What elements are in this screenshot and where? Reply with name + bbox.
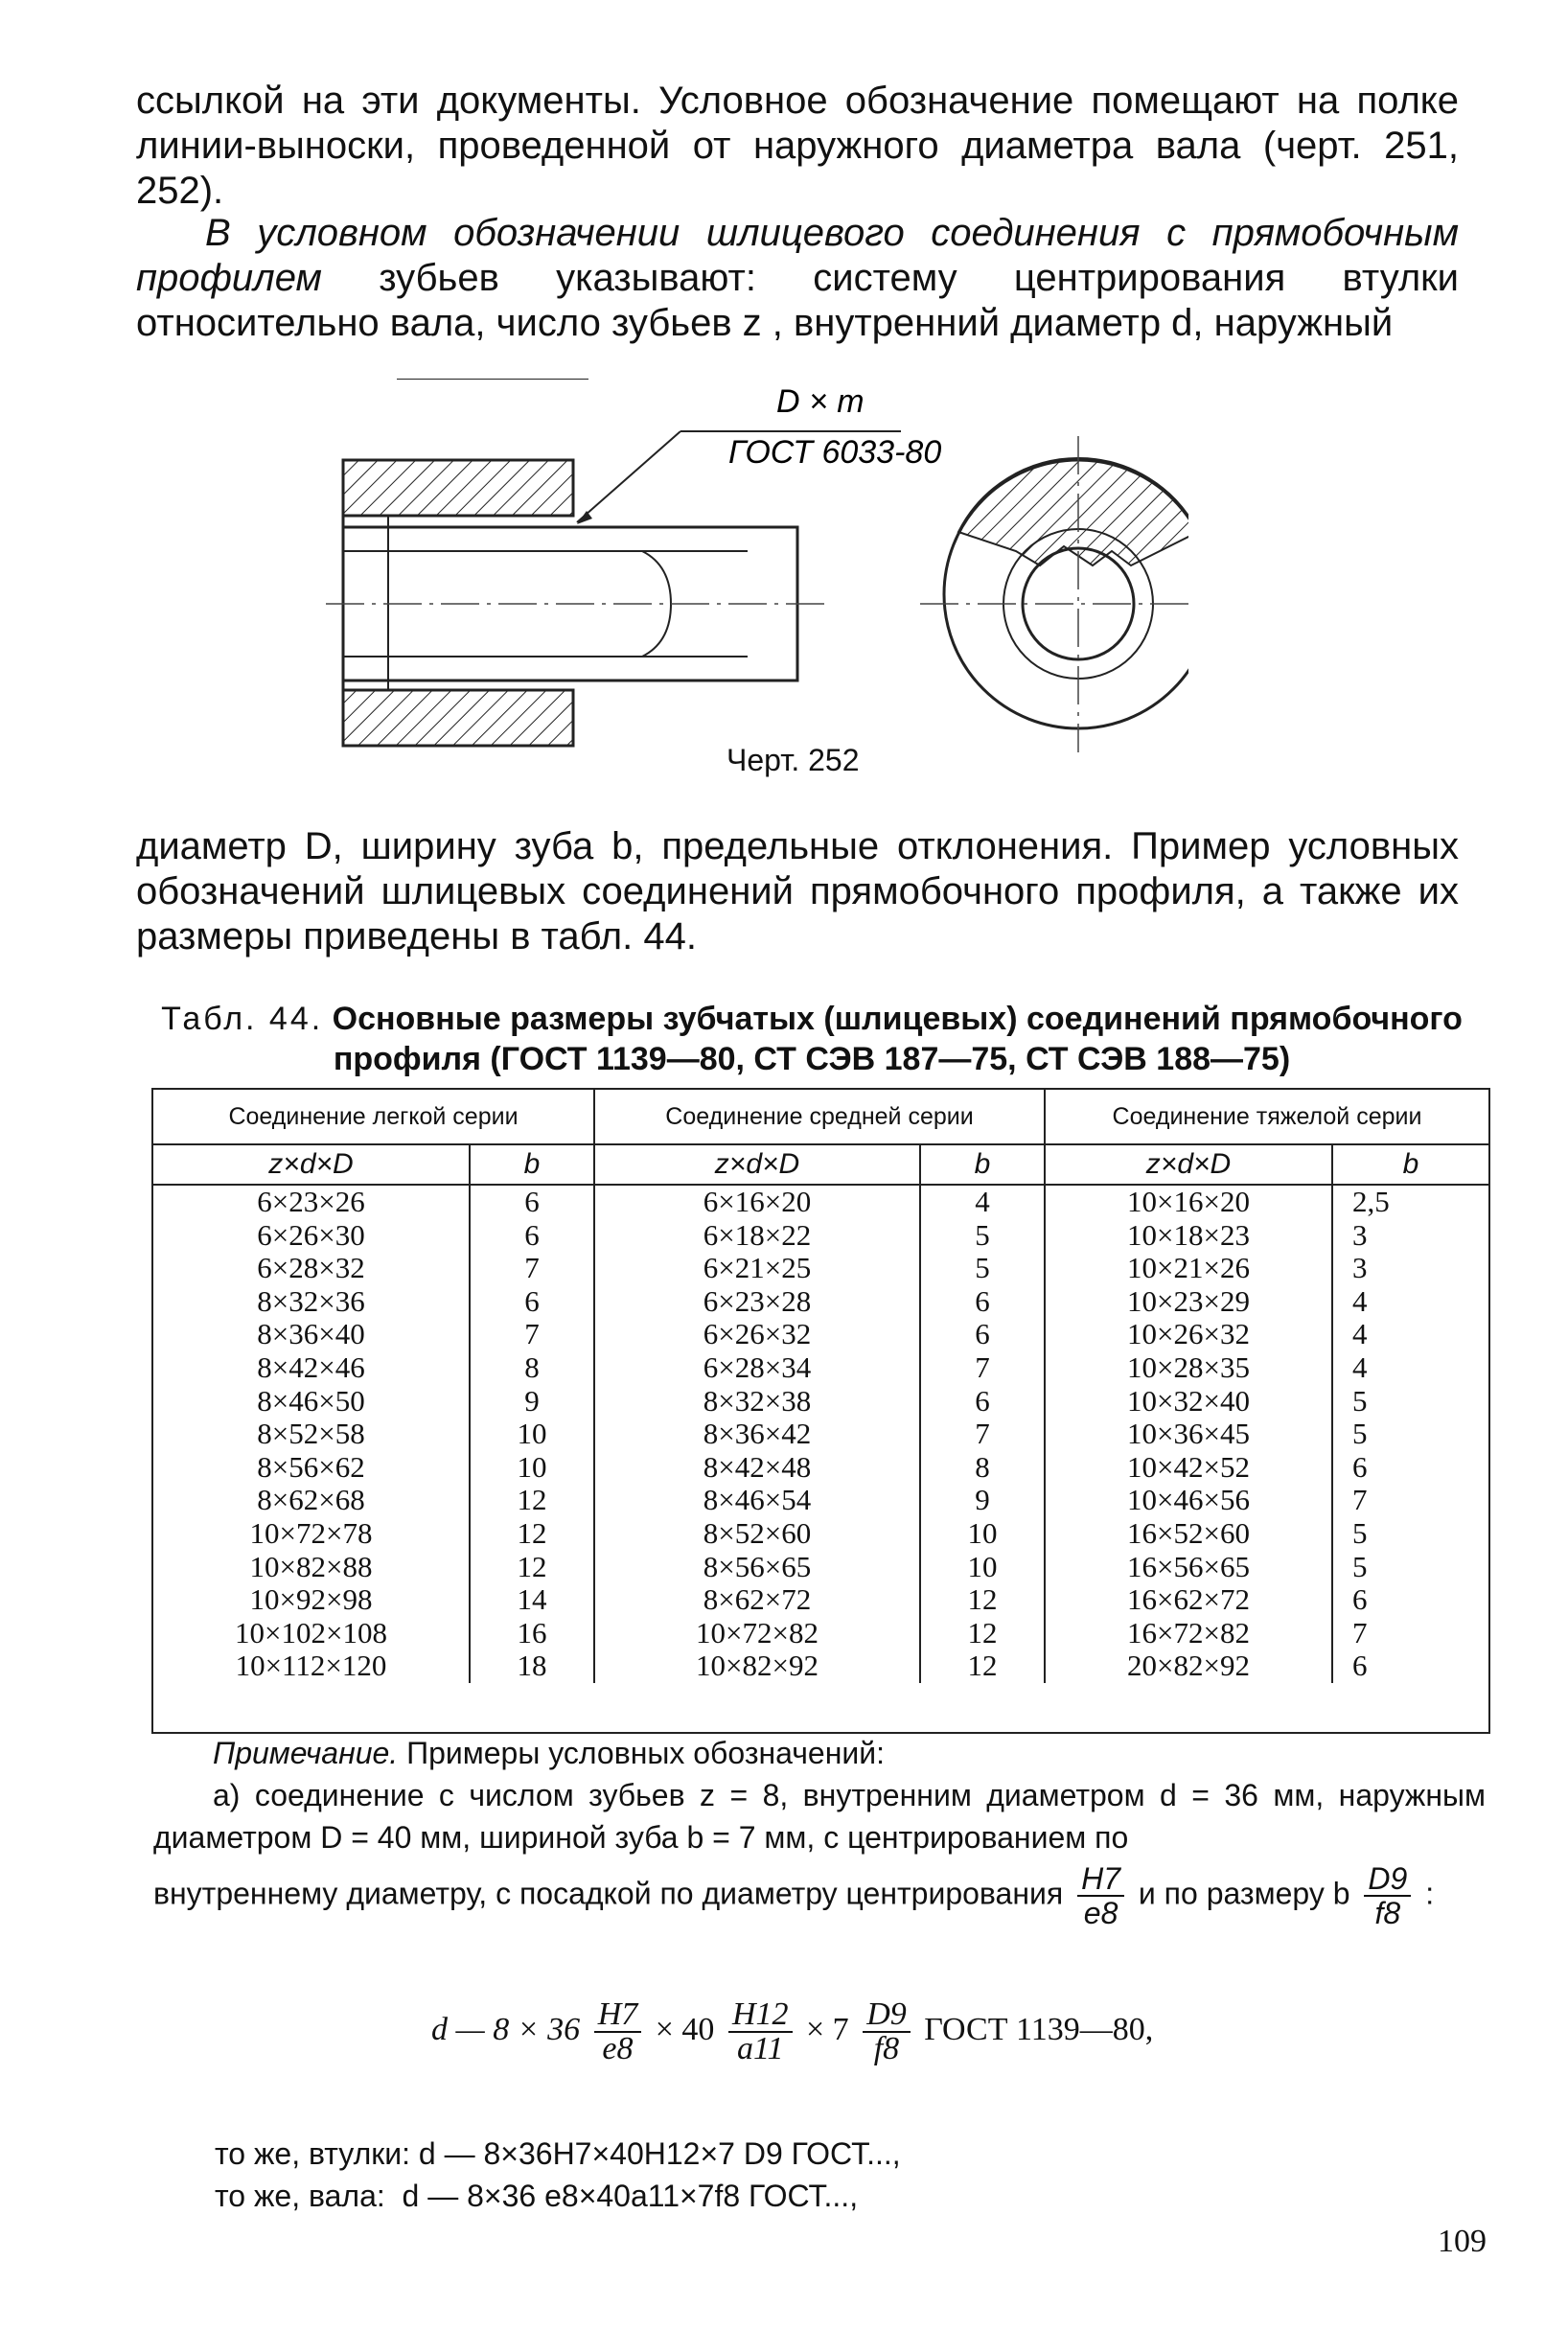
note-a-line2-post: и по размеру b (1138, 1876, 1350, 1911)
table-cell: 9 (470, 1385, 594, 1419)
table-cell: 16×72×82 (1045, 1617, 1332, 1650)
table-cell: 6 (470, 1185, 594, 1219)
subheader-b: b (920, 1144, 1045, 1185)
table-cell: 2,5 (1352, 1185, 1390, 1218)
table-cell: 10×32×40 (1045, 1385, 1332, 1419)
frac2-num: H12 (728, 1998, 793, 2033)
formula-mid-1: × 40 (655, 2011, 715, 2047)
note-a-line2-pre: внутреннему диаметру, с посадкой по диаметру центрирования (153, 1876, 1064, 1911)
table-cell: 14 (470, 1583, 594, 1617)
note-block (153, 1732, 1486, 1929)
fit2-denominator: f8 (1374, 1896, 1401, 1930)
group-heavy: Соединение тяжелой серии (1045, 1090, 1488, 1144)
paragraph-2-rest: зубьев указывают: систему центрирования втулки относительно вала, число зубьев z , внутренний диаметр d, наружный (136, 257, 1459, 344)
table-cell: 10 (920, 1517, 1045, 1551)
tail-lines (215, 2133, 901, 2217)
table-cell: 8×52×58 (153, 1418, 470, 1451)
table-cell: 3 (1352, 1251, 1368, 1285)
table-cell: 6 (1352, 1449, 1368, 1484)
table-row (153, 1285, 1488, 1319)
paragraph-2 (136, 211, 1459, 346)
frac3-den: f8 (873, 2031, 900, 2066)
sleeve-top-hatch (343, 460, 573, 516)
table-cell: 6×26×32 (594, 1318, 920, 1351)
table-cell: 6×26×30 (153, 1219, 470, 1253)
table-cell: 6×21×25 (594, 1252, 920, 1285)
paragraph-3 (136, 824, 1459, 959)
table-row (153, 1252, 1488, 1285)
table-body (153, 1185, 1488, 1683)
table-cell: 8×46×50 (153, 1385, 470, 1419)
table-cell: 8×36×42 (594, 1418, 920, 1451)
table-cell: 6×28×32 (153, 1252, 470, 1285)
table-cell: 12 (920, 1583, 1045, 1617)
table-cell: 10×18×23 (1045, 1219, 1332, 1253)
table-row (153, 1551, 1488, 1584)
figure-label-top: D × m (776, 383, 865, 420)
tail-line-2: то же, вала: d — 8×36 e8×40a11×7f8 ГОСТ..., (215, 2179, 859, 2213)
table-cell: 16×52×60 (1045, 1517, 1332, 1551)
table-row (153, 1219, 1488, 1253)
table-cell: 6 (470, 1219, 594, 1253)
figure-caption: Черт. 252 (726, 743, 860, 777)
table-cell: 6×16×20 (594, 1185, 920, 1219)
table-caption: Основные размеры зубчатых (шлицевых) соединений прямобочного профиля (ГОСТ 1139—80, СТ СЭВ 187—75, СТ СЭВ 188—75) (332, 1001, 1463, 1077)
group-light: Соединение легкой серии (153, 1090, 594, 1144)
fit1-denominator: e8 (1083, 1896, 1118, 1930)
table-cell: 5 (1352, 1383, 1368, 1418)
subheader-zdD: z×d×D (153, 1144, 470, 1185)
table-cell: 12 (920, 1649, 1045, 1683)
table-cell: 10 (470, 1451, 594, 1485)
table-cell: 3 (1352, 1217, 1368, 1252)
table-cell: 12 (920, 1617, 1045, 1650)
subheader-zdD: z×d×D (594, 1144, 920, 1185)
table-cell: 8×32×36 (153, 1285, 470, 1319)
frac2-den: a11 (736, 2031, 784, 2066)
note-intro: Примеры условных обозначений: (398, 1736, 886, 1770)
table-cell: 18 (470, 1649, 594, 1683)
table-cell: 6 (1352, 1649, 1368, 1683)
fit2-numerator: D9 (1364, 1862, 1411, 1897)
table-row (153, 1617, 1488, 1650)
table-cell: 10 (470, 1418, 594, 1451)
table-cell: 20×82×92 (1045, 1649, 1332, 1683)
note-colon: : (1425, 1876, 1435, 1911)
table-row (153, 1318, 1488, 1351)
group-medium: Соединение средней серии (594, 1090, 1045, 1144)
dimensions-table (151, 1088, 1490, 1734)
frac1-den: e8 (602, 2031, 634, 2066)
formula-frac-3 (863, 1998, 911, 2065)
table-cell: 10×42×52 (1045, 1451, 1332, 1485)
table-cell: 8×42×46 (153, 1351, 470, 1385)
table-cell: 12 (470, 1517, 594, 1551)
table-cell: 5 (1352, 1549, 1368, 1583)
table-row (153, 1418, 1488, 1451)
tail-line-1: то же, втулки: d — 8×36H7×40H12×7 D9 ГОСТ..., (215, 2136, 901, 2171)
table-cell: 6 (920, 1385, 1045, 1419)
table-cell: 8 (470, 1351, 594, 1385)
table-cell: 8 (920, 1451, 1045, 1485)
table-cell: 8×62×68 (153, 1484, 470, 1517)
table-cell: 8×56×62 (153, 1451, 470, 1485)
table-cell: 8×52×60 (594, 1517, 920, 1551)
table-label: Табл. 44. (161, 1001, 324, 1037)
table-cell: 7 (1352, 1483, 1368, 1517)
table-cell: 8×56×65 (594, 1551, 920, 1584)
fit1-numerator: H7 (1077, 1862, 1124, 1897)
table-row (153, 1351, 1488, 1385)
table-cell: 10×23×29 (1045, 1285, 1332, 1319)
table-cell: 10×26×32 (1045, 1318, 1332, 1351)
table-cell: 10×82×88 (153, 1551, 470, 1584)
formula-frac-1 (594, 1998, 642, 2065)
table-cell: 10×72×78 (153, 1517, 470, 1551)
subheader-zdD: z×d×D (1045, 1144, 1332, 1185)
page-number: 109 (1438, 2224, 1487, 2259)
table-cell: 9 (920, 1484, 1045, 1517)
table-cell: 16×56×65 (1045, 1551, 1332, 1584)
table-cell: 8×62×72 (594, 1583, 920, 1617)
table-row (153, 1649, 1488, 1683)
table-cell: 10 (920, 1551, 1045, 1584)
table-cell: 10×16×20 (1045, 1185, 1332, 1219)
table-cell: 4 (1352, 1283, 1368, 1318)
table-row (153, 1385, 1488, 1419)
formula-mid-2: × 7 (806, 2011, 849, 2047)
table-cell: 10×21×26 (1045, 1252, 1332, 1285)
paragraph-1 (136, 79, 1459, 214)
paragraph-2-italic: В условном обозначении шлицевого соединения с прямобочным профилем (136, 212, 1459, 299)
table-cell: 8×36×40 (153, 1318, 470, 1351)
fit-fraction-1 (1077, 1862, 1124, 1929)
formula-pre: d — 8 × 36 (431, 2011, 581, 2047)
spline-drawing (326, 379, 1188, 752)
table-cell: 10×102×108 (153, 1617, 470, 1650)
table-cell: 8×46×54 (594, 1484, 920, 1517)
table-cell: 7 (470, 1252, 594, 1285)
table-cell: 16×62×72 (1045, 1583, 1332, 1617)
table-cell: 6 (470, 1285, 594, 1319)
figure-label-bottom: ГОСТ 6033-80 (728, 434, 942, 471)
table-cell: 16 (470, 1617, 594, 1650)
table-cell: 7 (920, 1418, 1045, 1451)
table-cell: 7 (920, 1351, 1045, 1385)
table-cell: 6×23×26 (153, 1185, 470, 1219)
paragraph-1-text: ссылкой на эти документы. Условное обозначение помещают на полке линии-выноски, проведенной от наружного диаметра вала (черт. 251, 252). (136, 80, 1459, 212)
table-cell: 12 (470, 1551, 594, 1584)
note-a-line: а) соединение с числом зубьев z = 8, внутренним диаметром d = 36 мм, наружным диаметром D = 40 мм, шириной зуба b = 7 мм, с центрированием по (153, 1778, 1486, 1855)
table-cell: 5 (920, 1219, 1045, 1253)
formula (431, 1998, 1153, 2065)
table-cell: 4 (1352, 1317, 1368, 1351)
table-cell: 10×92×98 (153, 1583, 470, 1617)
table-cell: 7 (1352, 1615, 1368, 1649)
table-row (153, 1484, 1488, 1517)
note-title: Примечание. (213, 1736, 399, 1770)
table-cell: 5 (920, 1252, 1045, 1285)
fit-fraction-2 (1364, 1862, 1411, 1929)
table-cell: 4 (920, 1185, 1045, 1219)
table-cell: 10×28×35 (1045, 1351, 1332, 1385)
table-cell: 12 (470, 1484, 594, 1517)
table-cell: 10×46×56 (1045, 1484, 1332, 1517)
table-row (153, 1583, 1488, 1617)
table-cell: 6 (920, 1285, 1045, 1319)
table-cell: 5 (1352, 1417, 1368, 1451)
table-cell: 10×112×120 (153, 1649, 470, 1683)
table-row (153, 1185, 1488, 1219)
table-cell: 5 (1352, 1515, 1368, 1550)
table-cell: 7 (470, 1318, 594, 1351)
table-cell: 6 (920, 1318, 1045, 1351)
table-title (136, 999, 1487, 1079)
paragraph-3-text: диаметр D, ширину зуба b, предельные отклонения. Пример условных обозначений шлицевых соединений прямобочного профиля, а также их размеры приведены в табл. 44. (136, 825, 1459, 957)
sleeve-bottom-hatch (343, 690, 573, 746)
table-cell: 6×18×22 (594, 1219, 920, 1253)
formula-post: ГОСТ 1139—80, (924, 2011, 1154, 2047)
frac1-num: H7 (594, 1998, 642, 2033)
table-cell: 8×42×48 (594, 1451, 920, 1485)
table-cell: 10×82×92 (594, 1649, 920, 1683)
subheader-b: b (1332, 1144, 1488, 1185)
table-cell: 10×36×45 (1045, 1418, 1332, 1451)
table-cell: 8×32×38 (594, 1385, 920, 1419)
formula-frac-2 (728, 1998, 793, 2065)
table-cell: 6 (1352, 1582, 1368, 1617)
table-row (153, 1517, 1488, 1551)
table-cell: 6×28×34 (594, 1351, 920, 1385)
table-cell: 4 (1352, 1350, 1368, 1384)
frac3-num: D9 (863, 1998, 911, 2033)
subheader-b: b (470, 1144, 594, 1185)
table-row (153, 1451, 1488, 1485)
table-cell: 6×23×28 (594, 1285, 920, 1319)
table-cell: 10×72×82 (594, 1617, 920, 1650)
